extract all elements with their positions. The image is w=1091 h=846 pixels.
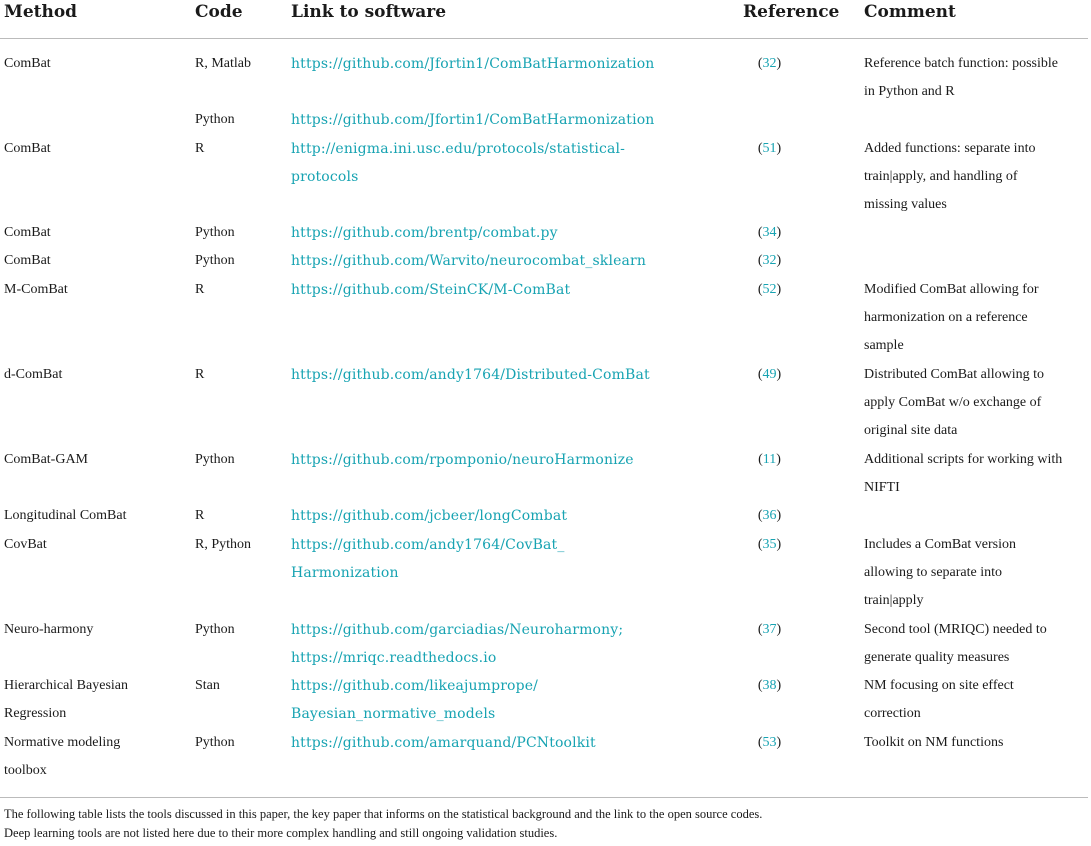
reference-cell: (38): [757, 678, 782, 693]
footer-rule: [0, 797, 1088, 798]
code-cell: R: [195, 282, 205, 297]
reference-link[interactable]: 35: [762, 537, 777, 552]
reference-link[interactable]: 53: [762, 735, 777, 750]
comment-cell: Added functions: separate into train|apply, and handling of missing values: [864, 141, 1036, 213]
comment-cell: Distributed ComBat allowing to apply ComBat w/o exchange of original site data: [864, 367, 1045, 439]
table-footnote-line1: The following table lists the tools discussed in this paper, the key paper that informs on the statistical background and the link to the open source codes.: [4, 807, 763, 821]
method-cell: CovBat: [4, 537, 47, 552]
code-cell: Python: [195, 225, 235, 240]
comment-cell: Additional scripts for working with NIFTI: [864, 452, 1063, 496]
comment-cell: Includes a ComBat version allowing to separate into train|apply: [864, 537, 1017, 609]
reference-link[interactable]: 38: [762, 678, 777, 693]
software-link[interactable]: https://github.com/Warvito/neurocombat_sklearn: [291, 253, 647, 269]
reference-link[interactable]: 32: [762, 253, 777, 268]
header-reference: Reference: [743, 2, 840, 22]
header-code: Code: [195, 2, 243, 22]
method-cell: ComBat: [4, 56, 51, 71]
reference-link[interactable]: 49: [762, 367, 777, 382]
code-cell: Python: [195, 452, 235, 467]
software-link[interactable]: https://github.com/amarquand/PCNtoolkit: [291, 735, 596, 751]
method-cell: Longitudinal ComBat: [4, 508, 127, 523]
reference-link[interactable]: 32: [762, 56, 777, 71]
method-cell: Normative modeling toolbox: [4, 735, 121, 779]
code-cell: Python: [195, 112, 235, 127]
code-cell: R, Matlab: [195, 56, 251, 71]
comment-cell: NM focusing on site effect correction: [864, 678, 1014, 722]
method-cell: ComBat: [4, 225, 51, 240]
method-cell: Neuro-harmony: [4, 622, 94, 637]
code-cell: R, Python: [195, 537, 252, 552]
reference-cell: (32): [757, 56, 782, 71]
header-rule: [0, 38, 1088, 39]
method-cell: M-ComBat: [4, 282, 68, 297]
table-footnote-line2: Deep learning tools are not listed here due to their more complex handling and still ongoing validation studies.: [4, 826, 558, 840]
method-cell: Hierarchical Bayesian Regression: [4, 678, 128, 722]
software-link[interactable]: http://enigma.ini.usc.edu/protocols/statistical- protocols: [291, 141, 626, 186]
code-cell: R: [195, 508, 205, 523]
header-method: Method: [4, 2, 78, 22]
reference-cell: (37): [757, 622, 782, 637]
code-cell: Python: [195, 735, 235, 750]
header-link: Link to software: [291, 2, 447, 22]
reference-link[interactable]: 34: [762, 225, 777, 240]
comment-cell: Modified ComBat allowing for harmonization on a reference sample: [864, 282, 1039, 354]
code-cell: Stan: [195, 678, 220, 693]
reference-cell: (49): [757, 367, 782, 382]
method-cell: ComBat: [4, 253, 51, 268]
code-cell: Python: [195, 253, 235, 268]
software-link[interactable]: https://github.com/andy1764/Distributed-ComBat: [291, 367, 650, 383]
software-link[interactable]: https://github.com/rpomponio/neuroHarmonize: [291, 452, 634, 468]
reference-cell: (51): [757, 141, 782, 156]
software-link[interactable]: https://github.com/garciadias/Neuroharmony; https://mriqc.readthedocs.io: [291, 622, 624, 667]
software-link[interactable]: https://github.com/jcbeer/longCombat: [291, 508, 568, 524]
code-cell: R: [195, 141, 205, 156]
comment-cell: Toolkit on NM functions: [864, 735, 1004, 750]
reference-cell: (36): [757, 508, 782, 523]
method-cell: ComBat: [4, 141, 51, 156]
reference-link[interactable]: 52: [762, 282, 777, 297]
reference-cell: (11): [758, 452, 781, 467]
reference-cell: (34): [757, 225, 782, 240]
method-cell: d-ComBat: [4, 367, 63, 382]
comment-cell: Second tool (MRIQC) needed to generate quality measures: [864, 622, 1047, 666]
reference-link[interactable]: 51: [762, 141, 777, 156]
software-link[interactable]: https://github.com/likeajumprope/ Bayesian_normative_models: [291, 678, 539, 723]
software-link[interactable]: https://github.com/SteinCK/M-ComBat: [291, 282, 571, 298]
reference-link[interactable]: 36: [762, 508, 777, 523]
reference-cell: (53): [757, 735, 782, 750]
comment-cell: Reference batch function: possible in Python and R: [864, 56, 1058, 100]
reference-cell: (52): [757, 282, 782, 297]
reference-link[interactable]: 37: [762, 622, 777, 637]
reference-cell: (32): [757, 253, 782, 268]
code-cell: R: [195, 367, 205, 382]
software-link[interactable]: https://github.com/andy1764/CovBat_ Harmonization: [291, 537, 565, 582]
reference-link[interactable]: 11: [762, 452, 777, 467]
software-link[interactable]: https://github.com/Jfortin1/ComBatHarmonization: [291, 112, 655, 128]
reference-cell: (35): [757, 537, 782, 552]
header-comment: Comment: [864, 2, 956, 22]
software-link[interactable]: https://github.com/Jfortin1/ComBatHarmonization: [291, 56, 655, 72]
code-cell: Python: [195, 622, 235, 637]
method-cell: ComBat-GAM: [4, 452, 88, 467]
software-link[interactable]: https://github.com/brentp/combat.py: [291, 225, 558, 241]
